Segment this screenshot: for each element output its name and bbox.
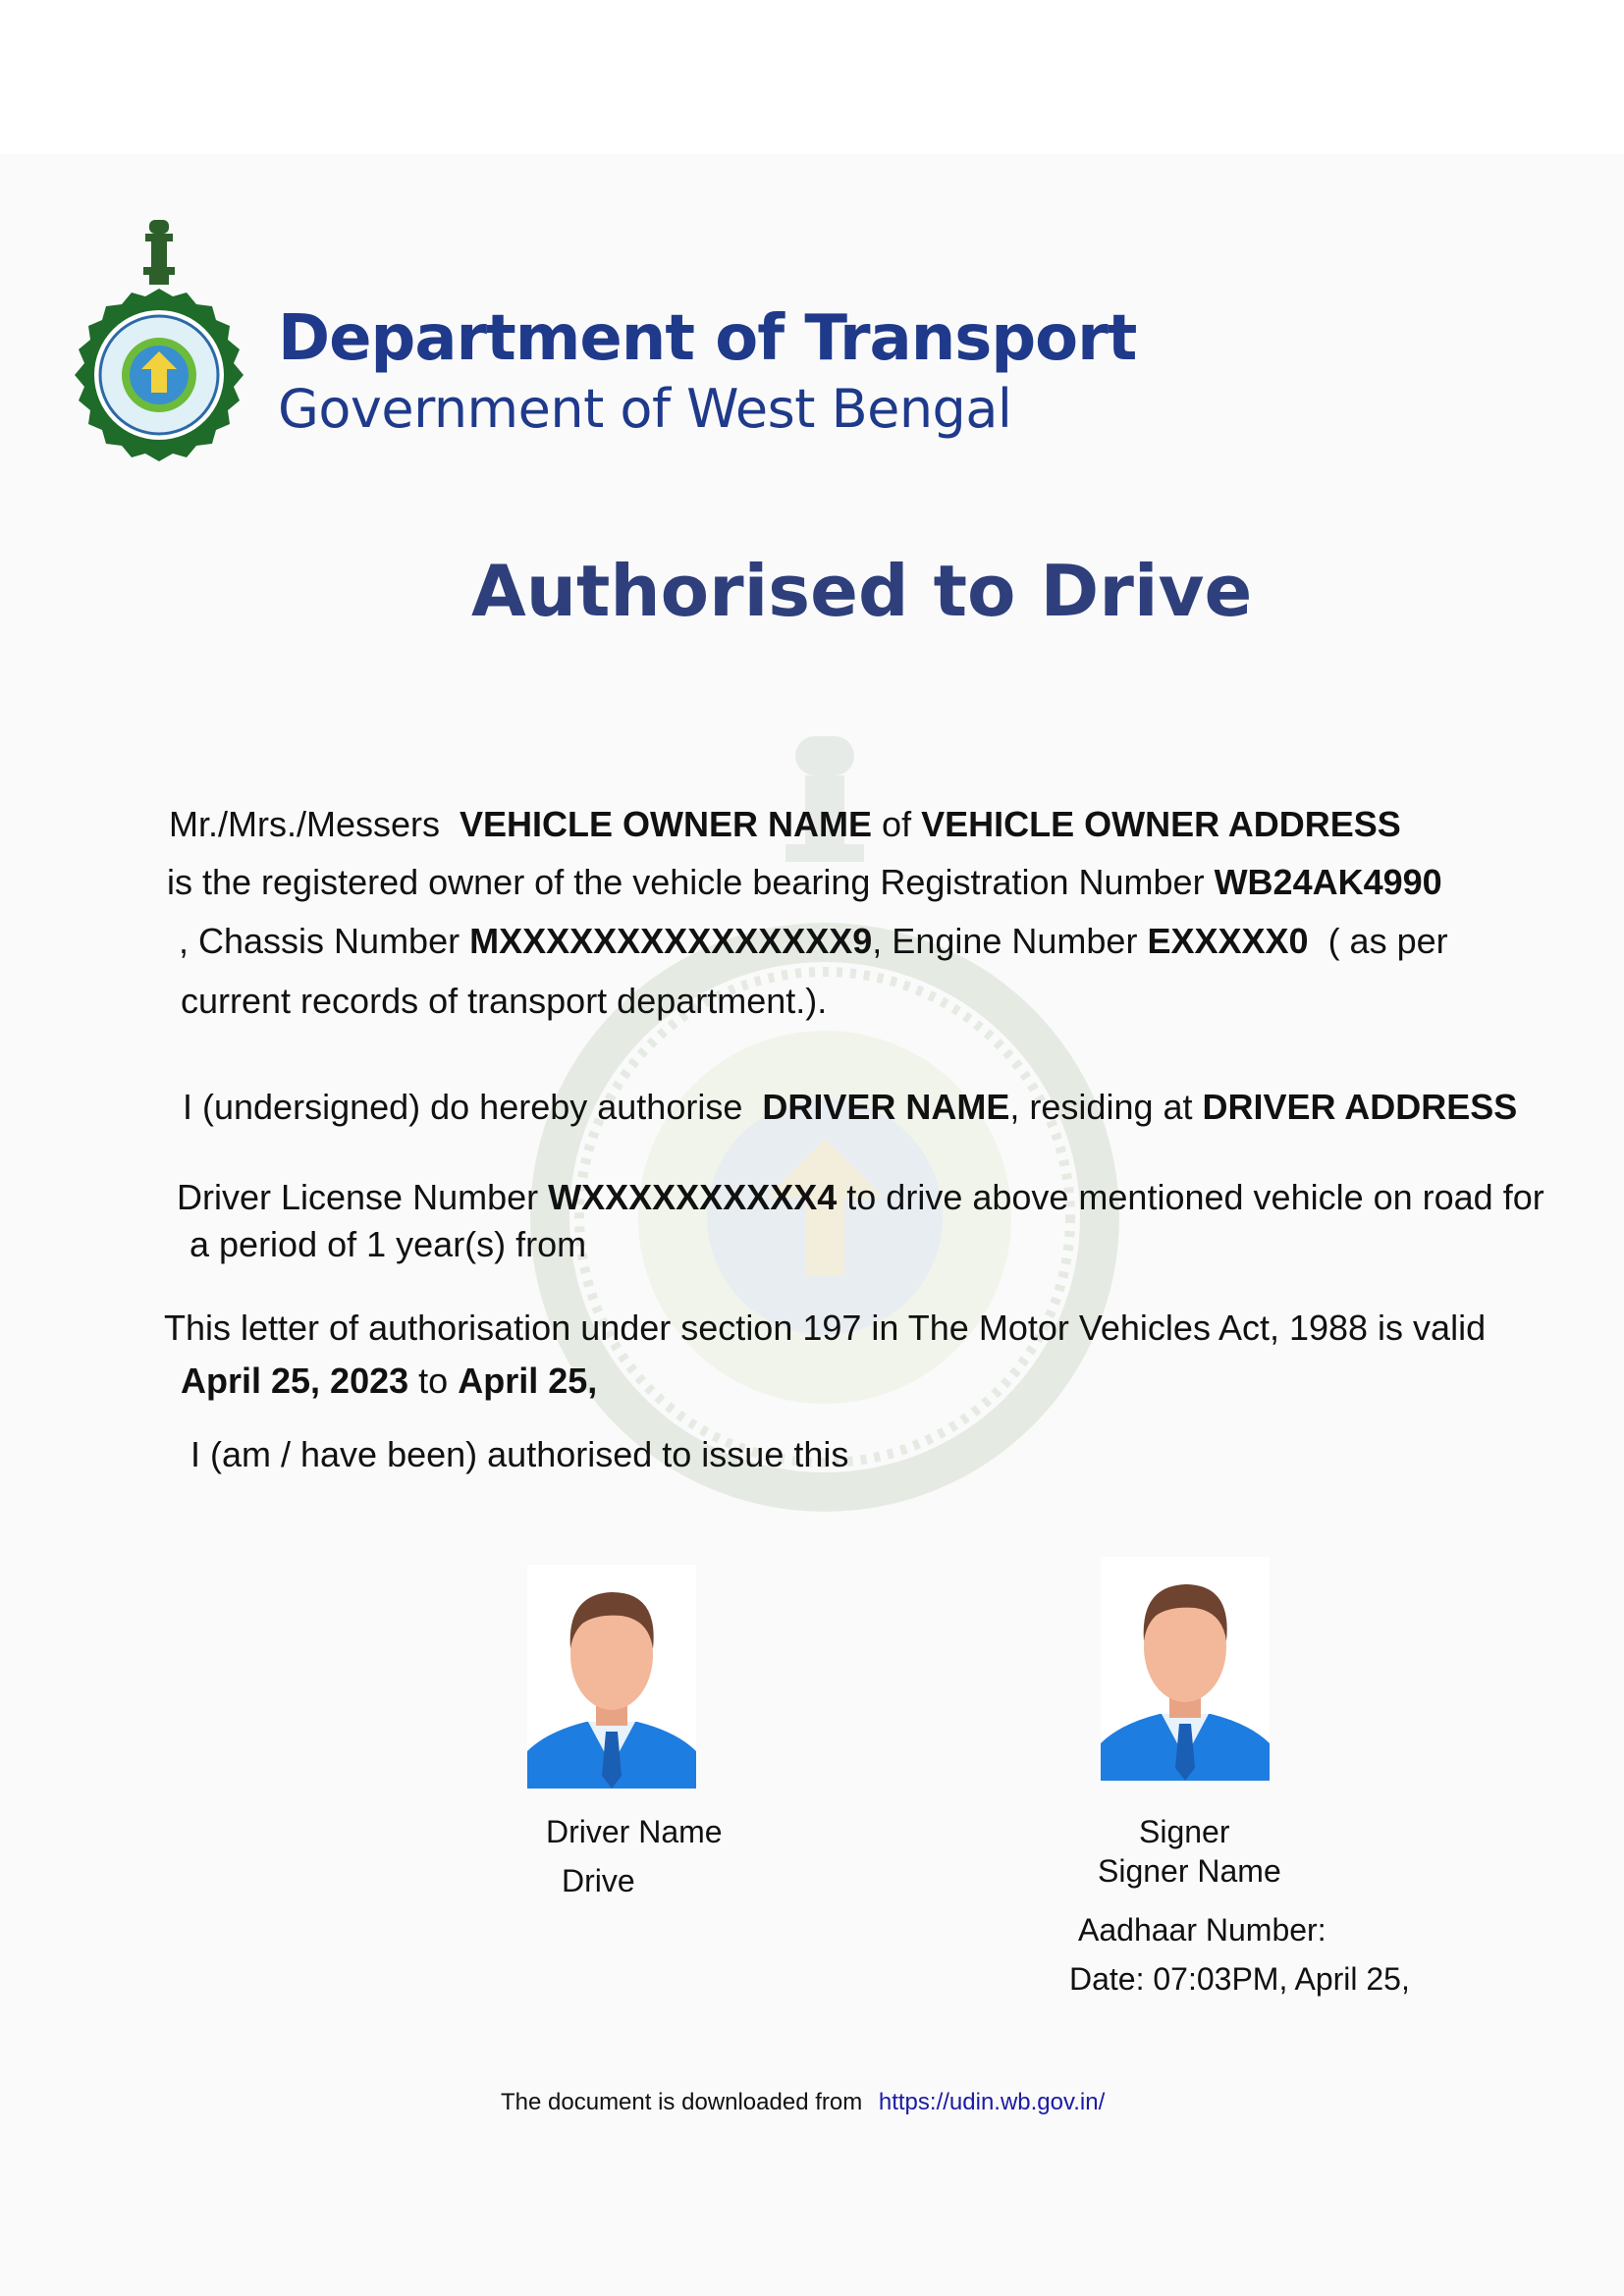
period-line: a period of 1 year(s) from [189,1224,587,1264]
department-name: Department of Transport [278,302,1137,375]
udin-link[interactable]: https://udin.wb.gov.in/ [878,2089,1106,2115]
valid-from-date: April 25, 2023 [181,1361,409,1401]
driver-name-label: Driver Name [546,1814,723,1849]
signer-photo [1101,1557,1270,1781]
authorise-line: I (undersigned) do hereby authorise DRIVER NAME, residing at DRIVER ADDRESS [183,1087,1518,1127]
document-title: Authorised to Drive [471,550,1253,632]
license-line: Driver License Number WXXXXXXXXXX4 to drive above mentioned vehicle on road for [177,1177,1544,1217]
registration-number: WB24AK4990 [1214,862,1442,902]
signer-name: Signer Name [1098,1853,1281,1889]
validity-dates-line: April 25, 2023 to April 25, [181,1361,598,1401]
download-note: The document is downloaded from https://udin.wb.gov.in/ [501,2089,1106,2115]
aadhaar-number: Aadhaar Number: [1078,1912,1326,1948]
valid-to-date: April 25, [458,1361,598,1401]
driver-photo [527,1565,696,1789]
west-bengal-emblem-logo [71,218,247,463]
registration-line: is the registered owner of the vehicle bearing Registration Number WB24AK4990 [167,862,1442,902]
signature-date: Date: 07:03PM, April 25, [1069,1961,1410,1997]
signer-avatar-icon [1101,1557,1270,1781]
chassis-number: MXXXXXXXXXXXXXXX9 [469,921,873,961]
government-name: Government of West Bengal [278,378,1012,440]
validity-line: This letter of authorisation under section 197 in The Motor Vehicles Act, 1988 is valid [164,1308,1487,1348]
driver-address: DRIVER ADDRESS [1202,1087,1518,1127]
records-line: current records of transport department.). [181,981,828,1021]
engine-number: EXXXXX0 [1147,921,1309,961]
chassis-engine-line: , Chassis Number MXXXXXXXXXXXXXXX9, Engine Number EXXXXX0 ( as per [179,921,1448,961]
owner-line: Mr./Mrs./Messers VEHICLE OWNER NAME of VEHICLE OWNER ADDRESS [169,804,1401,844]
signer-label: Signer [1139,1814,1230,1849]
driver-avatar-icon [527,1565,696,1789]
license-number: WXXXXXXXXXX4 [548,1177,838,1217]
owner-address: VEHICLE OWNER ADDRESS [921,804,1401,844]
driver-sub-label: Drive [562,1863,635,1898]
issue-authority-line: I (am / have been) authorised to issue this [190,1434,849,1474]
owner-name: VEHICLE OWNER NAME [460,804,873,844]
driver-name: DRIVER NAME [762,1087,1010,1127]
